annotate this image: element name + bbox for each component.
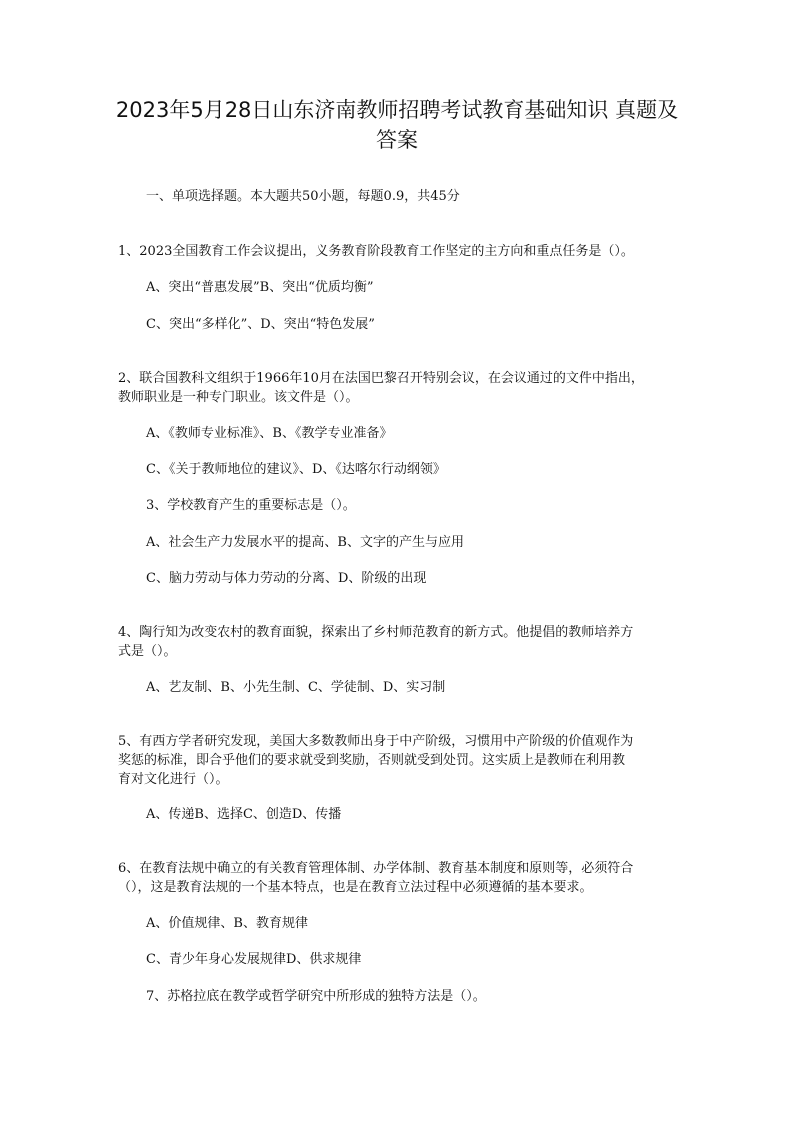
question-5-text: 奖惩的标准，即合乎他们的要求就受到奖励，否则就受到处罚。这实质上是教师在利用教: [118, 753, 626, 768]
question-5-option-line: A、传递B、选择C、创造D、传播: [146, 807, 342, 822]
document-title-line2: 答案: [376, 128, 418, 152]
question-1-text: 1、2023全国教育工作会议提出，义务教育阶段教育工作坚定的主方向和重点任务是（）。: [118, 244, 634, 259]
question-3-option-line: A、社会生产力发展水平的提高、B、文字的产生与应用: [146, 535, 464, 550]
question-2-option-line: A、《教师专业标准》、B、《教学专业准备》: [146, 426, 393, 441]
question-2-text: 2、联合国教科文组织于1966年10月在法国巴黎召开特别会议，在会议通过的文件中指出，: [118, 371, 644, 386]
question-2-text: 教师职业是一种专门职业。该文件是（）。: [118, 390, 359, 405]
question-6-option-line: A、价值规律、B、教育规律: [146, 916, 308, 931]
question-2-option-line: C、《关于教师地位的建议》、D、《达喀尔行动纲领》: [146, 462, 446, 477]
question-5-text: 育对文化进行（）。: [118, 772, 229, 787]
question-4-option-line: A、艺友制、B、小先生制、C、学徒制、D、实习制: [146, 680, 446, 695]
question-7-text: 7、苏格拉底在教学或哲学研究中所形成的独特方法是（）。: [146, 989, 486, 1004]
question-1-option-line: C、突出“多样化”、D、突出“特色发展”: [146, 317, 375, 332]
document-title-line1: 2023年5月28日山东济南教师招聘考试教育基础知识 真题及: [115, 98, 679, 122]
question-1-option-line: A、突出“普惠发展”B、突出“优质均衡”: [146, 280, 374, 295]
question-3-option-line: C、脑力劳动与体力劳动的分离、D、阶级的出现: [146, 571, 427, 586]
question-3-text: 3、学校教育产生的重要标志是（）。: [146, 498, 356, 513]
question-6-option-line: C、青少年身心发展规律D、供求规律: [146, 952, 362, 967]
question-4-text: 4、陶行知为改变农村的教育面貌，探索出了乡村师范教育的新方式。他提倡的教师培养方: [118, 625, 634, 640]
question-6-text: 6、在教育法规中确立的有关教育管理体制、办学体制、教育基本制度和原则等，必须符合: [118, 861, 634, 876]
section-heading: 一、单项选择题。本大题共50小题，每题0.9，共45分: [146, 189, 460, 204]
question-5-text: 5、有西方学者研究发现，美国大多数教师出身于中产阶级，习惯用中产阶级的价值观作为: [118, 734, 634, 749]
question-6-text: （），这是教育法规的一个基本特点，也是在教育立法过程中必须遵循的基本要求。: [118, 880, 593, 895]
question-4-text: 式是（）。: [118, 644, 177, 659]
